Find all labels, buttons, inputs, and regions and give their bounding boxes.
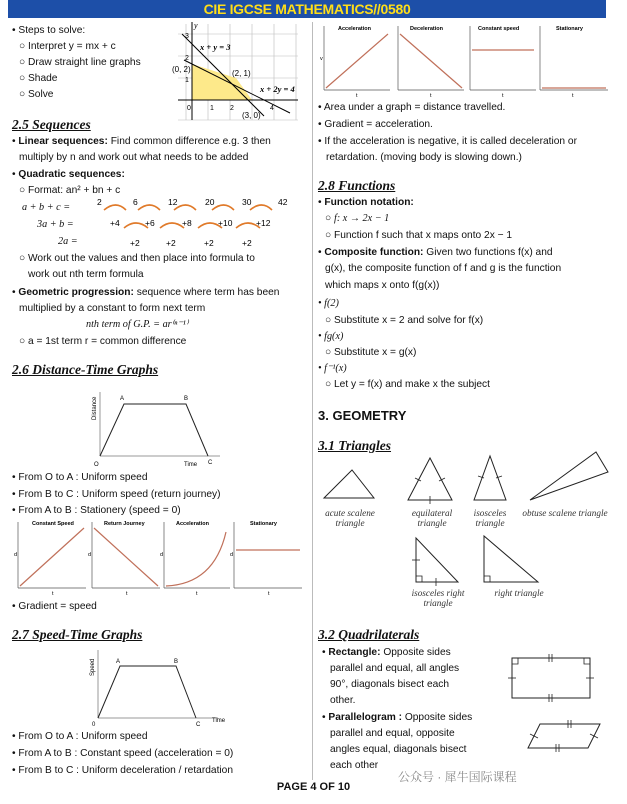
quadratic-format: Format: an² + bn + c (27, 185, 121, 196)
speed-time-graph (90, 648, 230, 728)
mini-axis: d (14, 552, 18, 558)
seq-term: 2 (97, 197, 102, 207)
mini-axis: d (88, 552, 92, 558)
mini-axis: t (126, 591, 128, 597)
mini-title: Stationary (250, 521, 277, 527)
triangle-caption: isosceles right triangle (411, 588, 465, 608)
point-label: (2, 1) (232, 69, 251, 78)
text: Let y = f(x) and make x the subject (333, 379, 490, 390)
text: Opposite sides (380, 647, 451, 658)
point-label: C (208, 460, 213, 466)
y-axis-label: Distance (92, 396, 98, 420)
second-diff: +2 (242, 238, 252, 248)
triangle-caption: isosceles triangle (473, 508, 507, 528)
text: Function f such that x maps onto 2x − 1 (333, 230, 513, 241)
mini-axis: t (356, 93, 358, 99)
point-label: B (184, 396, 189, 402)
inequality-graph (172, 20, 300, 124)
distance-mini-graphs (14, 518, 304, 596)
text: If the acceleration is negative, it is called deceleration or (324, 136, 577, 147)
section-title-speed-time: 2.7 Speed-Time Graphs (12, 627, 143, 642)
term-parallelogram: Parallelogram : (328, 712, 403, 723)
func-item: f⁻¹(x) (324, 363, 347, 374)
page-footer: PAGE 4 OF 10 (276, 781, 351, 793)
watermark: 公众号 · 犀牛国际课程 (398, 770, 517, 784)
text: retardation. (moving body is slowing down.) (326, 152, 522, 163)
column-divider (312, 22, 313, 780)
mini-axis: t (572, 93, 574, 99)
x-axis-label: Time (184, 462, 198, 468)
mini-title: Deceleration (410, 26, 444, 32)
text: g(x), the composite function of f and g is the function (325, 263, 562, 274)
triangle-caption: obtuse scalene triangle (522, 508, 608, 518)
section-title-sequences: 2.5 Sequences (12, 117, 91, 132)
y-axis-label: Speed (90, 658, 96, 676)
mini-axis: d (160, 552, 164, 558)
text: Area under a graph = distance travelled. (323, 102, 506, 113)
text: multiplied by a constant to form next term (19, 303, 206, 314)
function-example: f: x → 2x − 1 (333, 213, 390, 224)
term-linear: Linear sequences: (18, 136, 108, 147)
first-diff: +10 (218, 218, 233, 228)
triangle-caption: acute scalene triangle (325, 508, 375, 528)
first-diff: +6 (145, 218, 155, 228)
step-item: Interpret y = mx + c (27, 41, 116, 52)
triangle-caption: equilateral triangle (411, 508, 453, 528)
second-diff: +2 (166, 238, 176, 248)
func-item: fg(x) (324, 331, 344, 342)
first-diff: +4 (110, 218, 120, 228)
second-diff: +2 (130, 238, 140, 248)
text: Given two functions f(x) and (423, 247, 553, 258)
term-rectangle: Rectangle: (328, 647, 381, 658)
text: which maps x onto f(g(x)) (325, 280, 440, 291)
seq-term: 6 (133, 197, 138, 207)
first-diff: +12 (256, 218, 271, 228)
x-axis-label: Time (212, 718, 226, 724)
tick-label: 4 (270, 105, 274, 112)
mini-title: Constant Speed (32, 521, 74, 527)
eq-row1: a + b + c = (22, 202, 71, 213)
velocity-mini-graphs (320, 22, 610, 98)
tick-label: 2 (185, 55, 189, 62)
section-title-triangles: 3.1 Triangles (318, 438, 392, 453)
text: parallel and equal, opposite (330, 728, 455, 739)
term-geometric: Geometric progression: (18, 287, 134, 298)
point-label: B (174, 659, 179, 665)
point-label: C (196, 722, 201, 728)
mini-axis: t (502, 93, 504, 99)
point-label: (3, 0) (242, 111, 261, 120)
line-eq2: x + 2y = 4 (260, 84, 295, 94)
text: From O to A : Uniform speed (18, 472, 148, 483)
seq-term: 30 (242, 197, 252, 207)
section-title-geometry: 3. GEOMETRY (318, 408, 407, 423)
section-title-functions: 2.8 Functions (318, 178, 396, 193)
text: From B to C : Uniform speed (return journey) (18, 489, 221, 500)
text: Opposite sides (402, 712, 473, 723)
text: Substitute x = 2 and solve for f(x) (333, 315, 484, 326)
distance-time-graph (92, 390, 222, 470)
text: Gradient = acceleration. (324, 119, 433, 130)
triangle-caption: right triangle (494, 588, 544, 598)
text: other. (330, 695, 356, 706)
func-item: f(2) (324, 298, 339, 309)
mini-title: Acceleration (176, 521, 210, 527)
tick-label: 0 (187, 105, 191, 112)
gp-formula: nth term of G.P. = ar⁽ⁿ⁻¹⁾ (86, 319, 189, 330)
text: 90°, diagonals bisect each (330, 679, 450, 690)
text: Gradient = speed (18, 601, 97, 612)
eq-row2: 3a + b = (37, 219, 74, 230)
section-title-distance-time: 2.6 Distance-Time Graphs (12, 362, 159, 377)
y-axis-label: y (194, 21, 198, 30)
text: multiply by n and work out what needs to be added (19, 152, 249, 163)
text: From B to C : Uniform deceleration / retardation (18, 765, 233, 776)
step-item: Shade (27, 73, 58, 84)
point-label: A (116, 659, 121, 665)
second-diff: +2 (204, 238, 214, 248)
section-title-quadrilaterals: 3.2 Quadrilaterals (318, 627, 420, 642)
tick-label: 3 (185, 33, 189, 40)
text: work out nth term formula (28, 269, 144, 280)
text: angles equal, diagonals bisect (330, 744, 467, 755)
text: From O to A : Uniform speed (18, 731, 148, 742)
first-diff: +8 (182, 218, 192, 228)
text: Find common difference e.g. 3 then (107, 136, 271, 147)
mini-axis: v (320, 56, 323, 62)
text: Work out the values and then place into formula to (27, 253, 255, 264)
difference-arrows (90, 196, 300, 252)
text: sequence where term has been (133, 287, 280, 298)
text: Substitute x = g(x) (333, 347, 417, 358)
text: From A to B : Constant speed (acceleration = 0) (18, 748, 234, 759)
mini-title: Acceleration (338, 26, 372, 32)
point-label: O (94, 462, 99, 468)
tick-label: 2 (230, 105, 234, 112)
tick-label: 1 (210, 105, 214, 112)
term-composite: Composite function: (324, 247, 424, 258)
mini-title: Return Journey (104, 521, 145, 527)
tick-label: 1 (185, 77, 189, 84)
mini-axis: d (230, 552, 234, 558)
seq-term: 20 (205, 197, 215, 207)
point-label: 0 (92, 722, 96, 728)
steps-heading: Steps to solve: (18, 25, 86, 36)
point-label: A (120, 396, 125, 402)
term-quadratic: Quadratic sequences: (18, 169, 125, 180)
mini-title: Stationary (556, 26, 583, 32)
term-notation: Function notation: (324, 197, 414, 208)
text: From A to B : Stationery (speed = 0) (18, 505, 181, 516)
mini-axis: t (52, 591, 54, 597)
text: parallel and equal, all angles (330, 663, 460, 674)
mini-axis: t (196, 591, 198, 597)
mini-axis: t (268, 591, 270, 597)
gp-definitions: a = 1st term r = common difference (27, 336, 187, 347)
page-header: CIE IGCSE MATHEMATICS//0580 (8, 0, 606, 18)
step-item: Solve (27, 89, 54, 100)
mini-axis: t (430, 93, 432, 99)
eq-row3: 2a = (58, 236, 78, 247)
text: each other (330, 760, 379, 771)
point-label: (0, 2) (172, 65, 191, 74)
line-eq1: x + y = 3 (200, 42, 231, 52)
mini-title: Constant speed (478, 26, 520, 32)
seq-term: 12 (168, 197, 178, 207)
step-item: Draw straight line graphs (27, 57, 141, 68)
seq-term: 42 (278, 197, 288, 207)
quadrilateral-diagrams (506, 652, 602, 764)
